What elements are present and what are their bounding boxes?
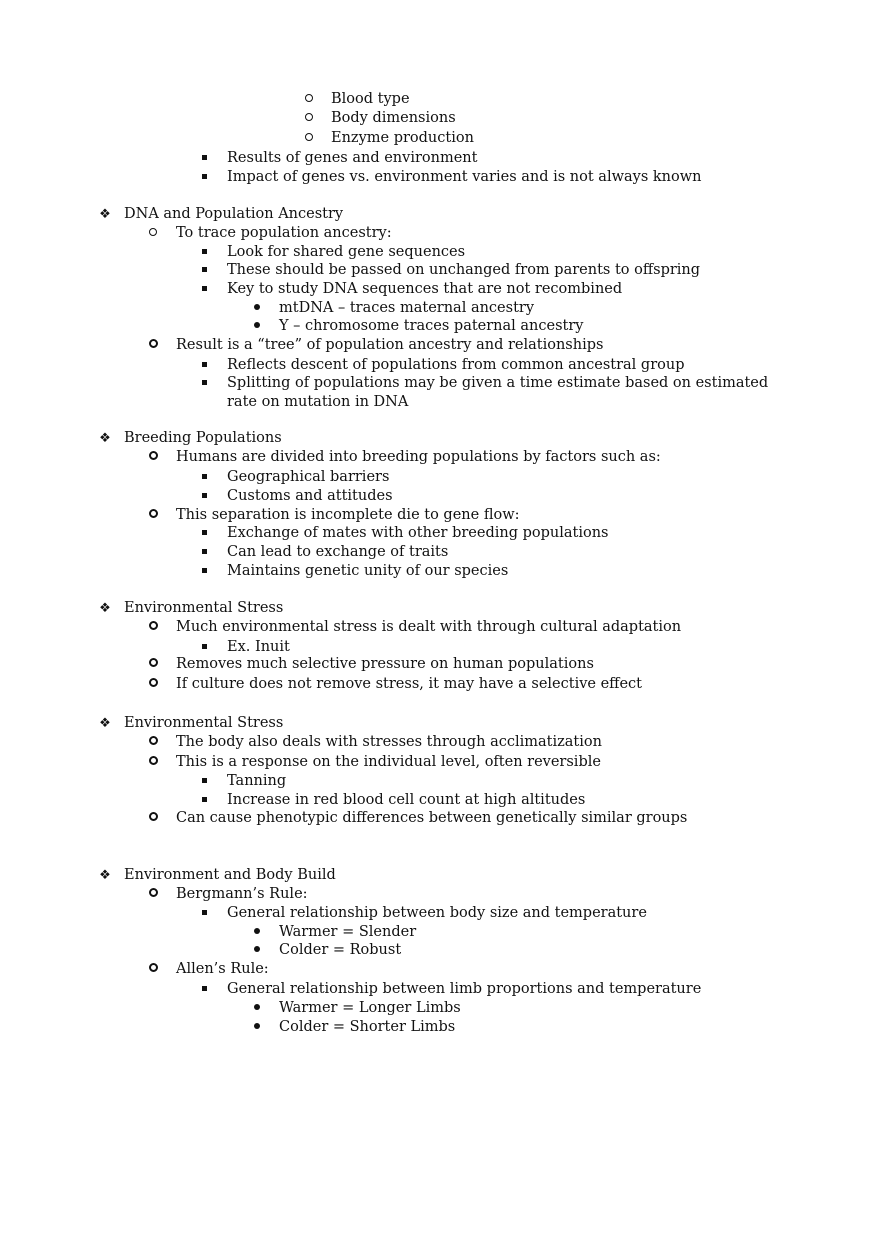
dot-bullet-icon (252, 299, 262, 318)
list-item: Much environmental stress is dealt with through cultural adaptation (0, 618, 880, 637)
circle-bullet-icon (148, 224, 158, 243)
list-item: Exchange of mates with other breeding populations (0, 524, 880, 543)
list-item: Y – chromosome traces paternal ancestry (0, 317, 880, 336)
square-bullet-icon (200, 904, 208, 923)
list-item: Can lead to exchange of traits (0, 543, 880, 562)
list-item: If culture does not remove stress, it may have a selective effect (0, 675, 880, 694)
square-bullet-icon (200, 524, 208, 543)
dot-bullet-icon (252, 317, 262, 336)
list-item: Enzyme production (0, 129, 880, 148)
list-item: Look for shared gene sequences (0, 243, 880, 262)
section-heading: ❖ Environment and Body Build (99, 867, 336, 883)
list-item: The body also deals with stresses through acclimatization (0, 733, 880, 752)
circle-bullet-icon (304, 109, 314, 128)
list-item: Allen’s Rule: (0, 960, 880, 979)
section-heading: ❖ Environmental Stress (99, 600, 284, 616)
list-item: Humans are divided into breeding populations by factors such as: (0, 448, 880, 467)
diamond-bullet-icon: ❖ (99, 716, 111, 731)
list-item: Geographical barriers (0, 468, 880, 487)
list-item: Results of genes and environment (0, 149, 880, 168)
square-bullet-icon (200, 356, 208, 375)
list-item: To trace population ancestry: (0, 224, 880, 243)
circle-bullet-icon (148, 960, 158, 979)
dot-bullet-icon (252, 1018, 262, 1037)
list-item: Result is a “tree” of population ancestry and relationships (0, 336, 880, 355)
square-bullet-icon (200, 562, 208, 581)
dot-bullet-icon (252, 941, 262, 960)
square-bullet-icon (200, 243, 208, 262)
list-item: Impact of genes vs. environment varies and is not always known (0, 168, 880, 187)
square-bullet-icon (200, 168, 208, 187)
list-item: Removes much selective pressure on human populations (0, 655, 880, 674)
square-bullet-icon (200, 261, 208, 280)
circle-bullet-icon (148, 675, 158, 694)
circle-bullet-icon (148, 448, 158, 467)
list-item: Blood type (0, 90, 880, 109)
circle-bullet-icon (304, 129, 314, 148)
list-item: Ex. Inuit (0, 638, 880, 657)
diamond-bullet-icon: ❖ (99, 601, 111, 616)
circle-bullet-icon (148, 506, 158, 525)
dot-bullet-icon (252, 923, 262, 942)
section-heading: ❖ DNA and Population Ancestry (99, 206, 344, 222)
list-item: Increase in red blood cell count at high altitudes (0, 791, 880, 810)
square-bullet-icon (200, 980, 208, 999)
circle-bullet-icon (148, 753, 158, 772)
list-item: Warmer = Slender (0, 923, 880, 942)
list-item: Bergmann’s Rule: (0, 885, 880, 904)
square-bullet-icon (200, 772, 208, 791)
section-heading: ❖ Breeding Populations (99, 430, 282, 446)
list-item: These should be passed on unchanged from parents to offspring (0, 261, 880, 280)
list-item: Can cause phenotypic differences between genetically similar groups (0, 809, 880, 828)
list-item: Splitting of populations may be given a time estimate based on estimated rate on mutation in DNA (0, 374, 880, 393)
circle-bullet-icon (148, 655, 158, 674)
square-bullet-icon (200, 149, 208, 168)
list-item: Reflects descent of populations from common ancestral group (0, 356, 880, 375)
section-heading: ❖ Environmental Stress (99, 715, 284, 731)
list-item: Maintains genetic unity of our species (0, 562, 880, 581)
square-bullet-icon (200, 280, 208, 299)
list-item: Tanning (0, 772, 880, 791)
diamond-bullet-icon: ❖ (99, 207, 111, 222)
list-item: General relationship between limb proportions and temperature (0, 980, 880, 999)
list-item: General relationship between body size and temperature (0, 904, 880, 923)
circle-bullet-icon (148, 618, 158, 637)
list-item: mtDNA – traces maternal ancestry (0, 299, 880, 318)
list-item: Colder = Robust (0, 941, 880, 960)
circle-bullet-icon (148, 733, 158, 752)
list-item: Customs and attitudes (0, 487, 880, 506)
square-bullet-icon (200, 487, 208, 506)
square-bullet-icon (200, 374, 208, 393)
square-bullet-icon (200, 791, 208, 810)
list-item: Colder = Shorter Limbs (0, 1018, 880, 1037)
diamond-bullet-icon: ❖ (99, 868, 111, 883)
circle-bullet-icon (148, 809, 158, 828)
circle-bullet-icon (304, 90, 314, 109)
list-item: Body dimensions (0, 109, 880, 128)
circle-bullet-icon (148, 336, 158, 355)
list-item: Warmer = Longer Limbs (0, 999, 880, 1018)
list-item: This separation is incomplete die to gene flow: (0, 506, 880, 525)
list-item: This is a response on the individual level, often reversible (0, 753, 880, 772)
diamond-bullet-icon: ❖ (99, 431, 111, 446)
square-bullet-icon (200, 468, 208, 487)
dot-bullet-icon (252, 999, 262, 1018)
square-bullet-icon (200, 543, 208, 562)
circle-bullet-icon (148, 885, 158, 904)
list-item: Key to study DNA sequences that are not recombined (0, 280, 880, 299)
